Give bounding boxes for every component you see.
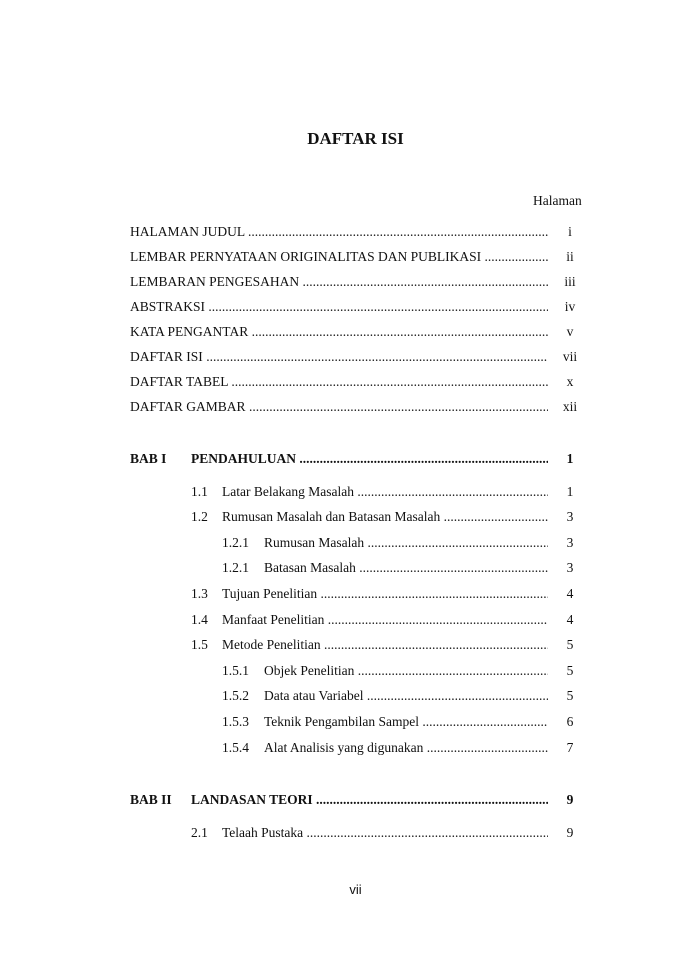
toc-entry-label: ABSTRAKSI ..... [130, 299, 548, 315]
section-number: 1.1 [191, 484, 208, 499]
toc-entry-page: ii [566, 249, 574, 264]
toc-entry-label: LEMBAR PERNYATAAN ORIGINALITAS DAN PUBLIKASI ..... [130, 249, 548, 265]
section-label: Rumusan Masalah dan Batasan Masalah ..... [222, 509, 548, 525]
section-page: 4 [566, 612, 574, 627]
chapter-page: 1 [566, 451, 574, 466]
subsection-number: 1.5.2 [222, 688, 249, 703]
page-number: vii [349, 882, 362, 897]
toc-subsection-1-5-3[interactable] [130, 714, 585, 730]
section-page: 1 [566, 484, 574, 499]
toc-entry-halaman-judul[interactable] [130, 224, 585, 240]
toc-subsection-1-2-1b[interactable] [130, 560, 585, 576]
subsection-label: Teknik Pengambilan Sampel ..... [264, 714, 548, 730]
subsection-label: Data atau Variabel ..... [264, 688, 548, 704]
page-title: DAFTAR ISI [307, 129, 404, 148]
chapter-page: 9 [566, 792, 574, 807]
toc-entry-daftar-isi[interactable] [130, 349, 585, 365]
section-number: 1.4 [191, 612, 208, 627]
chapter-title: PENDAHULUAN ..... [191, 451, 548, 467]
toc-section-1-5[interactable] [130, 637, 585, 653]
toc-entry-label: DAFTAR TABEL ..... [130, 374, 548, 390]
chapter-title: LANDASAN TEORI ..... [191, 792, 548, 808]
subsection-label: Rumusan Masalah ..... [264, 535, 548, 551]
toc-entry-lembar-pernyataan[interactable] [130, 249, 585, 265]
toc-section-2-1[interactable] [130, 825, 585, 841]
subsection-number: 1.2.1 [222, 560, 249, 575]
subsection-page: 3 [566, 535, 574, 550]
toc-section-1-1[interactable] [130, 484, 585, 500]
toc-entry-page: iv [564, 299, 576, 314]
toc-section-1-4[interactable] [130, 612, 585, 628]
toc-entry-label: LEMBARAN PENGESAHAN ..... [130, 274, 548, 290]
section-label: Metode Penelitian ..... [222, 637, 548, 653]
section-label: Latar Belakang Masalah ..... [222, 484, 548, 500]
subsection-label: Batasan Masalah ..... [264, 560, 548, 576]
section-number: 1.2 [191, 509, 208, 524]
toc-chapter-bab-2[interactable] [130, 792, 585, 808]
section-page: 3 [566, 509, 574, 524]
subsection-page: 5 [566, 688, 574, 703]
toc-entry-page: iii [564, 274, 576, 289]
subsection-page: 5 [566, 663, 574, 678]
toc-section-1-2[interactable] [130, 509, 585, 525]
section-number: 2.1 [191, 825, 208, 840]
section-label: Telaah Pustaka ..... [222, 825, 548, 841]
toc-entry-kata-pengantar[interactable] [130, 324, 585, 340]
toc-entry-page: v [566, 324, 574, 339]
toc-entry-lembaran-pengesahan[interactable] [130, 274, 585, 290]
section-label: Tujuan Penelitian ..... [222, 586, 548, 602]
chapter-number: BAB I [130, 451, 167, 466]
toc-entry-label: DAFTAR GAMBAR ..... [130, 399, 548, 415]
section-page: 9 [566, 825, 574, 840]
toc-chapter-bab-1[interactable] [130, 451, 585, 467]
section-label: Manfaat Penelitian ..... [222, 612, 548, 628]
toc-entry-page: xii [562, 399, 578, 414]
toc-entry-page: vii [562, 349, 578, 364]
subsection-number: 1.5.1 [222, 663, 249, 678]
toc-entry-label: DAFTAR ISI ..... [130, 349, 548, 365]
toc-entry-page: x [566, 374, 574, 389]
page-column-header: Halaman [533, 193, 582, 208]
toc-entry-label: HALAMAN JUDUL ..... [130, 224, 548, 240]
toc-subsection-1-5-2[interactable] [130, 688, 585, 704]
subsection-page: 7 [566, 740, 574, 755]
toc-entry-page: i [568, 224, 572, 239]
toc-entry-daftar-gambar[interactable] [130, 399, 585, 415]
toc-subsection-1-5-4[interactable] [130, 740, 585, 756]
toc-section-1-3[interactable] [130, 586, 585, 602]
section-page: 5 [566, 637, 574, 652]
section-number: 1.3 [191, 586, 208, 601]
toc-entry-daftar-tabel[interactable] [130, 374, 585, 390]
subsection-page: 3 [566, 560, 574, 575]
section-number: 1.5 [191, 637, 208, 652]
subsection-label: Alat Analisis yang digunakan ..... [264, 740, 548, 756]
section-page: 4 [566, 586, 574, 601]
subsection-number: 1.2.1 [222, 535, 249, 550]
chapter-number: BAB II [130, 792, 172, 807]
subsection-number: 1.5.4 [222, 740, 249, 755]
toc-subsection-1-2-1[interactable] [130, 535, 585, 551]
subsection-number: 1.5.3 [222, 714, 249, 729]
toc-subsection-1-5-1[interactable] [130, 663, 585, 679]
subsection-page: 6 [566, 714, 574, 729]
subsection-label: Objek Penelitian ..... [264, 663, 548, 679]
toc-entry-label: KATA PENGANTAR ..... [130, 324, 548, 340]
toc-entry-abstraksi[interactable] [130, 299, 585, 315]
